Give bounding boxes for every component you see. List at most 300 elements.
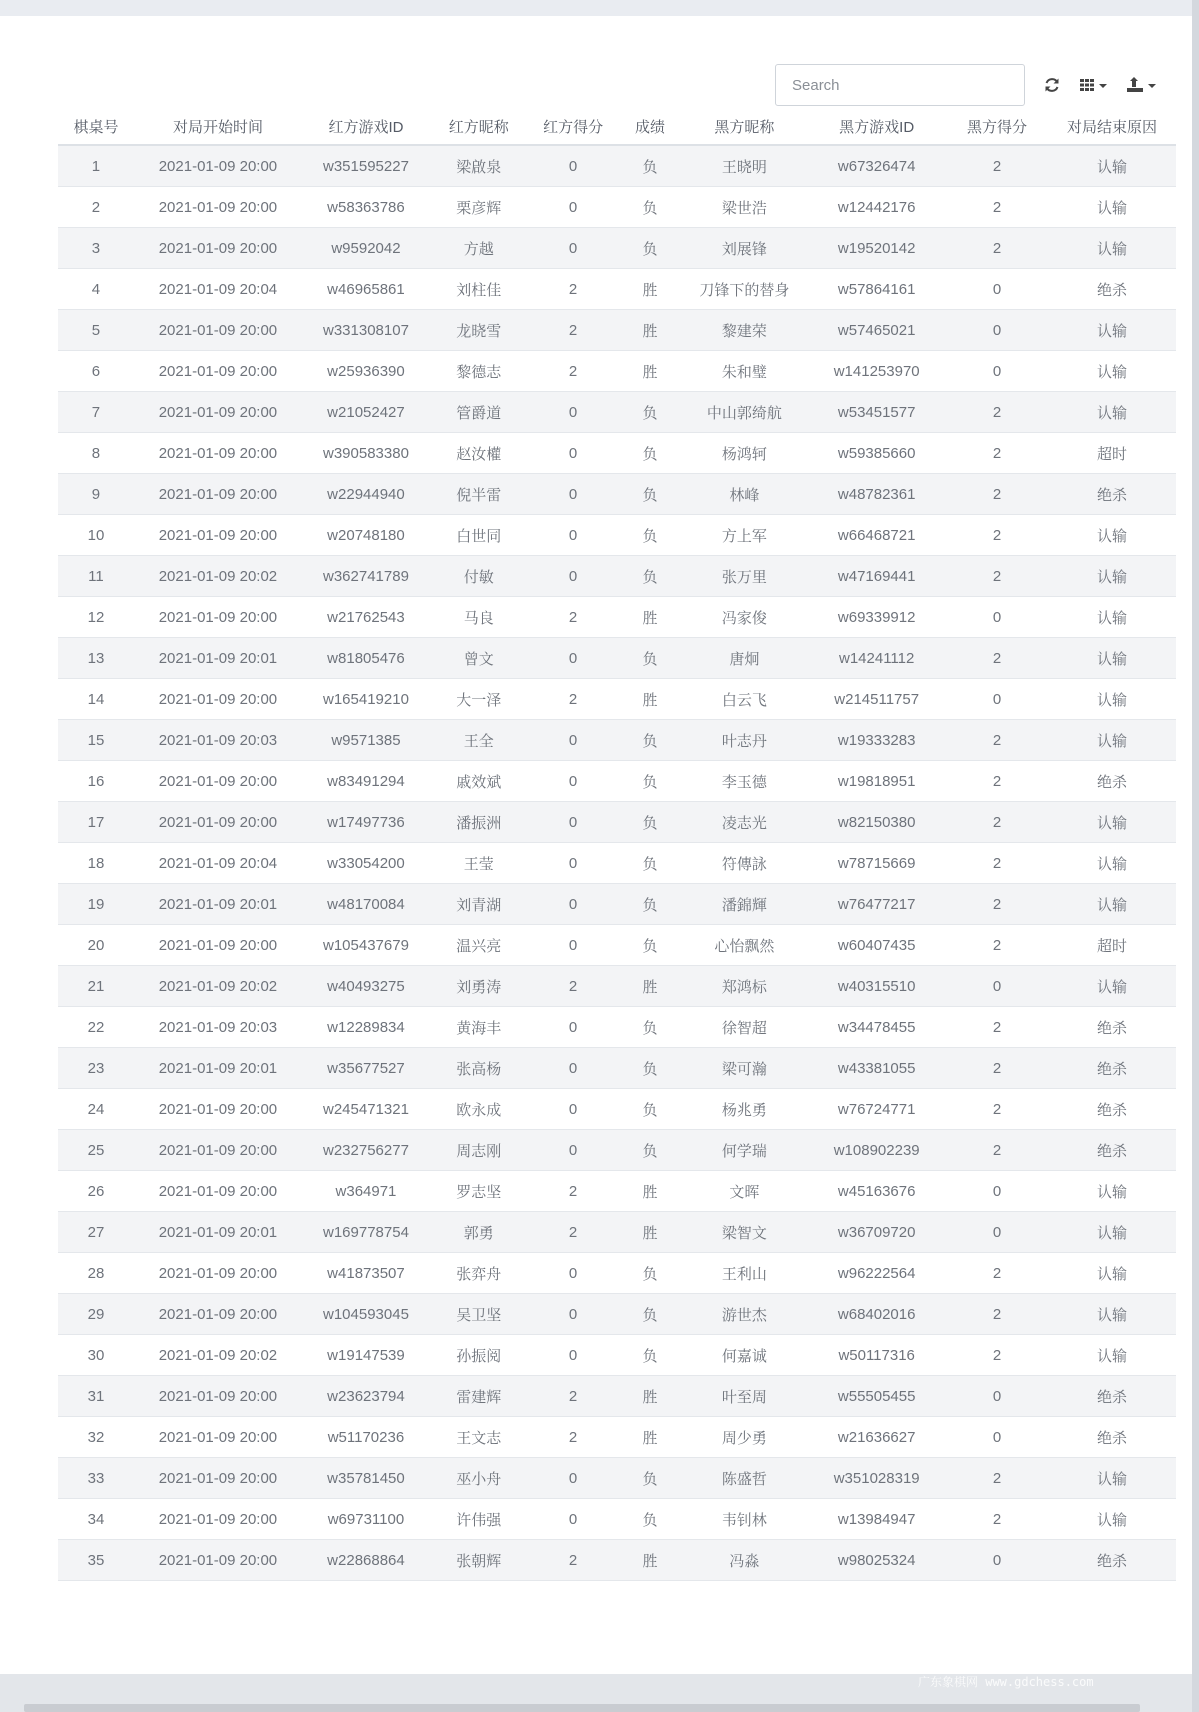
table-row[interactable] <box>58 1130 1176 1171</box>
cell-start-time: 2021-01-09 20:00 <box>134 679 302 720</box>
horizontal-scrollbar[interactable] <box>24 1704 1140 1712</box>
cell-red-nickname: 倪半雷 <box>430 474 528 515</box>
cell-red-score: 2 <box>528 966 619 1007</box>
cell-table-id: 34 <box>58 1499 134 1540</box>
cell-red-game-id: w9571385 <box>302 720 430 761</box>
cell-red-nickname: 张朝辉 <box>430 1540 528 1581</box>
table-row[interactable] <box>58 1417 1176 1458</box>
column-header-start-time[interactable]: 对局开始时间 <box>134 108 302 145</box>
columns-icon <box>1079 77 1095 93</box>
table-row[interactable] <box>58 1294 1176 1335</box>
cell-black-nickname: 郑鸿标 <box>682 966 808 1007</box>
cell-end-reason: 认输 <box>1048 310 1176 351</box>
caret-down-icon <box>1147 77 1157 93</box>
cell-black-nickname: 文晖 <box>682 1171 808 1212</box>
cell-black-game-id: w19520142 <box>807 228 946 269</box>
cell-red-nickname: 周志刚 <box>430 1130 528 1171</box>
cell-black-score: 2 <box>946 1499 1048 1540</box>
cell-start-time: 2021-01-09 20:04 <box>134 843 302 884</box>
cell-red-nickname: 方越 <box>430 228 528 269</box>
cell-result: 负 <box>619 515 682 556</box>
column-header-red-game-id[interactable]: 红方游戏ID <box>302 108 430 145</box>
cell-red-nickname: 戚效斌 <box>430 761 528 802</box>
table-row[interactable] <box>58 1048 1176 1089</box>
cell-black-game-id: w67326474 <box>807 145 946 187</box>
table-row[interactable] <box>58 1335 1176 1376</box>
table-row[interactable] <box>58 638 1176 679</box>
cell-red-game-id: w165419210 <box>302 679 430 720</box>
table-row[interactable] <box>58 925 1176 966</box>
table-row[interactable] <box>58 187 1176 228</box>
cell-red-score: 2 <box>528 597 619 638</box>
cell-black-score: 2 <box>946 1130 1048 1171</box>
cell-end-reason: 超时 <box>1048 925 1176 966</box>
cell-end-reason: 认输 <box>1048 392 1176 433</box>
cell-start-time: 2021-01-09 20:00 <box>134 1171 302 1212</box>
cell-black-score: 2 <box>946 474 1048 515</box>
cell-start-time: 2021-01-09 20:00 <box>134 1540 302 1581</box>
cell-black-score: 2 <box>946 843 1048 884</box>
cell-black-game-id: w50117316 <box>807 1335 946 1376</box>
cell-black-game-id: w14241112 <box>807 638 946 679</box>
cell-black-game-id: w34478455 <box>807 1007 946 1048</box>
column-header-end-reason[interactable]: 对局结束原因 <box>1048 108 1176 145</box>
table-row[interactable] <box>58 269 1176 310</box>
cell-table-id: 8 <box>58 433 134 474</box>
cell-end-reason: 认输 <box>1048 843 1176 884</box>
table-body <box>58 145 1176 1581</box>
cell-black-nickname: 何学瑞 <box>682 1130 808 1171</box>
cell-start-time: 2021-01-09 20:01 <box>134 1048 302 1089</box>
cell-start-time: 2021-01-09 20:02 <box>134 556 302 597</box>
cell-result: 胜 <box>619 679 682 720</box>
cell-result: 负 <box>619 1294 682 1335</box>
cell-start-time: 2021-01-09 20:00 <box>134 433 302 474</box>
cell-red-game-id: w69731100 <box>302 1499 430 1540</box>
table-row[interactable] <box>58 1253 1176 1294</box>
cell-black-nickname: 方上军 <box>682 515 808 556</box>
cell-red-game-id: w35781450 <box>302 1458 430 1499</box>
cell-table-id: 26 <box>58 1171 134 1212</box>
cell-black-game-id: w57864161 <box>807 269 946 310</box>
table-row[interactable] <box>58 1458 1176 1499</box>
cell-black-nickname: 梁可瀚 <box>682 1048 808 1089</box>
table-row[interactable] <box>58 597 1176 638</box>
cell-start-time: 2021-01-09 20:00 <box>134 1130 302 1171</box>
cell-table-id: 10 <box>58 515 134 556</box>
cell-red-score: 2 <box>528 1171 619 1212</box>
cell-red-nickname: 巫小舟 <box>430 1458 528 1499</box>
cell-red-nickname: 白世同 <box>430 515 528 556</box>
cell-result: 胜 <box>619 1417 682 1458</box>
table-row[interactable] <box>58 966 1176 1007</box>
cell-end-reason: 认输 <box>1048 884 1176 925</box>
cell-start-time: 2021-01-09 20:00 <box>134 392 302 433</box>
cell-red-nickname: 付敏 <box>430 556 528 597</box>
cell-red-game-id: w331308107 <box>302 310 430 351</box>
cell-red-score: 0 <box>528 1458 619 1499</box>
cell-result: 胜 <box>619 269 682 310</box>
cell-black-nickname: 凌志光 <box>682 802 808 843</box>
cell-black-game-id: w76724771 <box>807 1089 946 1130</box>
cell-red-nickname: 吴卫坚 <box>430 1294 528 1335</box>
cell-red-nickname: 欧永成 <box>430 1089 528 1130</box>
cell-result: 负 <box>619 843 682 884</box>
cell-table-id: 4 <box>58 269 134 310</box>
cell-black-game-id: w108902239 <box>807 1130 946 1171</box>
cell-black-nickname: 王利山 <box>682 1253 808 1294</box>
cell-table-id: 28 <box>58 1253 134 1294</box>
cell-black-game-id: w214511757 <box>807 679 946 720</box>
cell-end-reason: 认输 <box>1048 556 1176 597</box>
cell-red-nickname: 雷建辉 <box>430 1376 528 1417</box>
cell-result: 负 <box>619 145 682 187</box>
cell-red-nickname: 罗志坚 <box>430 1171 528 1212</box>
cell-black-score: 2 <box>946 1253 1048 1294</box>
cell-start-time: 2021-01-09 20:00 <box>134 145 302 187</box>
table-row[interactable] <box>58 392 1176 433</box>
cell-result: 负 <box>619 720 682 761</box>
table-row[interactable] <box>58 1499 1176 1540</box>
cell-black-nickname: 张万里 <box>682 556 808 597</box>
cell-red-game-id: w46965861 <box>302 269 430 310</box>
cell-red-game-id: w364971 <box>302 1171 430 1212</box>
table-row[interactable] <box>58 761 1176 802</box>
cell-end-reason: 认输 <box>1048 966 1176 1007</box>
cell-end-reason: 认输 <box>1048 597 1176 638</box>
cell-table-id: 12 <box>58 597 134 638</box>
table-row[interactable] <box>58 228 1176 269</box>
cell-black-nickname: 白云飞 <box>682 679 808 720</box>
cell-black-nickname: 周少勇 <box>682 1417 808 1458</box>
cell-black-game-id: w76477217 <box>807 884 946 925</box>
cell-black-game-id: w36709720 <box>807 1212 946 1253</box>
cell-red-score: 0 <box>528 556 619 597</box>
cell-table-id: 1 <box>58 145 134 187</box>
cell-black-game-id: w45163676 <box>807 1171 946 1212</box>
table-row[interactable] <box>58 310 1176 351</box>
cell-table-id: 29 <box>58 1294 134 1335</box>
cell-result: 负 <box>619 556 682 597</box>
cell-black-nickname: 徐智超 <box>682 1007 808 1048</box>
cell-black-game-id: w59385660 <box>807 433 946 474</box>
cell-black-nickname: 杨鸿轲 <box>682 433 808 474</box>
cell-black-nickname: 王晓明 <box>682 145 808 187</box>
cell-black-score: 0 <box>946 269 1048 310</box>
cell-result: 负 <box>619 761 682 802</box>
cell-start-time: 2021-01-09 20:03 <box>134 720 302 761</box>
cell-black-score: 2 <box>946 145 1048 187</box>
cell-end-reason: 认输 <box>1048 1212 1176 1253</box>
table-row[interactable] <box>58 1171 1176 1212</box>
table-row[interactable] <box>58 433 1176 474</box>
cell-result: 负 <box>619 1089 682 1130</box>
cell-black-game-id: w47169441 <box>807 556 946 597</box>
column-header-red-nickname[interactable]: 红方昵称 <box>430 108 528 145</box>
watermark-text: 广东象棋网 www.gdchess.com <box>918 1675 1094 1689</box>
table-row[interactable] <box>58 1007 1176 1048</box>
cell-end-reason: 绝杀 <box>1048 269 1176 310</box>
cell-start-time: 2021-01-09 20:00 <box>134 597 302 638</box>
cell-end-reason: 认输 <box>1048 1335 1176 1376</box>
cell-red-game-id: w390583380 <box>302 433 430 474</box>
cell-black-score: 0 <box>946 1417 1048 1458</box>
cell-black-nickname: 韦钊林 <box>682 1499 808 1540</box>
cell-black-score: 0 <box>946 310 1048 351</box>
cell-black-game-id: w21636627 <box>807 1417 946 1458</box>
cell-black-nickname: 陈盛哲 <box>682 1458 808 1499</box>
cell-start-time: 2021-01-09 20:02 <box>134 1335 302 1376</box>
cell-red-nickname: 潘振洲 <box>430 802 528 843</box>
cell-black-score: 2 <box>946 1007 1048 1048</box>
cell-black-score: 0 <box>946 1376 1048 1417</box>
cell-red-score: 0 <box>528 474 619 515</box>
cell-black-score: 2 <box>946 638 1048 679</box>
column-header-black-game-id[interactable]: 黑方游戏ID <box>807 108 946 145</box>
table-row[interactable] <box>58 1540 1176 1581</box>
cell-black-game-id: w19333283 <box>807 720 946 761</box>
table-row[interactable] <box>58 1376 1176 1417</box>
cell-red-game-id: w25936390 <box>302 351 430 392</box>
column-header-red-score[interactable]: 红方得分 <box>528 108 619 145</box>
cell-result: 胜 <box>619 1171 682 1212</box>
cell-red-nickname: 栗彦辉 <box>430 187 528 228</box>
cell-black-game-id: w48782361 <box>807 474 946 515</box>
cell-red-score: 0 <box>528 802 619 843</box>
cell-black-game-id: w53451577 <box>807 392 946 433</box>
table-row[interactable] <box>58 556 1176 597</box>
cell-black-game-id: w351028319 <box>807 1458 946 1499</box>
cell-result: 负 <box>619 474 682 515</box>
table-row[interactable] <box>58 679 1176 720</box>
cell-black-nickname: 叶志丹 <box>682 720 808 761</box>
cell-result: 负 <box>619 1499 682 1540</box>
cell-black-nickname: 冯家俊 <box>682 597 808 638</box>
cell-end-reason: 绝杀 <box>1048 761 1176 802</box>
table-row[interactable] <box>58 1089 1176 1130</box>
cell-black-score: 0 <box>946 597 1048 638</box>
cell-black-score: 2 <box>946 720 1048 761</box>
table-row[interactable] <box>58 884 1176 925</box>
cell-end-reason: 认输 <box>1048 638 1176 679</box>
cell-table-id: 30 <box>58 1335 134 1376</box>
cell-black-score: 2 <box>946 187 1048 228</box>
cell-end-reason: 认输 <box>1048 351 1176 392</box>
cell-start-time: 2021-01-09 20:01 <box>134 1212 302 1253</box>
cell-red-game-id: w81805476 <box>302 638 430 679</box>
column-header-black-nickname[interactable]: 黑方昵称 <box>682 108 808 145</box>
table-row[interactable] <box>58 145 1176 187</box>
cell-black-score: 0 <box>946 351 1048 392</box>
cell-start-time: 2021-01-09 20:00 <box>134 925 302 966</box>
cell-black-game-id: w40315510 <box>807 966 946 1007</box>
cell-black-nickname: 刘展锋 <box>682 228 808 269</box>
cell-end-reason: 绝杀 <box>1048 474 1176 515</box>
cell-red-game-id: w232756277 <box>302 1130 430 1171</box>
cell-black-score: 2 <box>946 925 1048 966</box>
table-row[interactable] <box>58 843 1176 884</box>
cell-table-id: 23 <box>58 1048 134 1089</box>
refresh-button[interactable] <box>1043 76 1061 94</box>
cell-red-score: 0 <box>528 638 619 679</box>
cell-black-game-id: w78715669 <box>807 843 946 884</box>
cell-end-reason: 认输 <box>1048 1499 1176 1540</box>
cell-red-nickname: 张弈舟 <box>430 1253 528 1294</box>
caret-down-icon <box>1098 77 1108 93</box>
cell-red-game-id: w22944940 <box>302 474 430 515</box>
cell-result: 负 <box>619 884 682 925</box>
cell-result: 负 <box>619 1253 682 1294</box>
cell-end-reason: 认输 <box>1048 145 1176 187</box>
cell-end-reason: 认输 <box>1048 1253 1176 1294</box>
cell-red-nickname: 赵汝權 <box>430 433 528 474</box>
cell-result: 负 <box>619 392 682 433</box>
cell-red-score: 0 <box>528 1007 619 1048</box>
cell-red-nickname: 王莹 <box>430 843 528 884</box>
cell-red-score: 0 <box>528 187 619 228</box>
cell-red-nickname: 刘青湖 <box>430 884 528 925</box>
export-icon <box>1126 77 1144 93</box>
cell-table-id: 22 <box>58 1007 134 1048</box>
cell-black-game-id: w82150380 <box>807 802 946 843</box>
cell-end-reason: 认输 <box>1048 802 1176 843</box>
cell-red-score: 0 <box>528 720 619 761</box>
cell-black-score: 2 <box>946 1335 1048 1376</box>
cell-start-time: 2021-01-09 20:00 <box>134 187 302 228</box>
cell-red-game-id: w48170084 <box>302 884 430 925</box>
cell-red-nickname: 王文志 <box>430 1417 528 1458</box>
cell-table-id: 3 <box>58 228 134 269</box>
cell-black-nickname: 潘錦輝 <box>682 884 808 925</box>
table-row[interactable] <box>58 351 1176 392</box>
cell-end-reason: 认输 <box>1048 1294 1176 1335</box>
cell-black-nickname: 梁智文 <box>682 1212 808 1253</box>
table-toolbar <box>775 63 1157 107</box>
cell-red-score: 0 <box>528 925 619 966</box>
cell-start-time: 2021-01-09 20:01 <box>134 638 302 679</box>
cell-red-score: 0 <box>528 1294 619 1335</box>
cell-red-score: 2 <box>528 1417 619 1458</box>
table-row[interactable] <box>58 515 1176 556</box>
cell-red-nickname: 孙振阅 <box>430 1335 528 1376</box>
table-row[interactable] <box>58 802 1176 843</box>
cell-start-time: 2021-01-09 20:00 <box>134 1253 302 1294</box>
cell-table-id: 2 <box>58 187 134 228</box>
column-header-table-id[interactable]: 棋桌号 <box>58 108 134 145</box>
cell-end-reason: 认输 <box>1048 679 1176 720</box>
cell-result: 胜 <box>619 1376 682 1417</box>
search-input[interactable] <box>775 64 1025 106</box>
cell-black-score: 2 <box>946 802 1048 843</box>
cell-table-id: 15 <box>58 720 134 761</box>
cell-black-game-id: w66468721 <box>807 515 946 556</box>
cell-start-time: 2021-01-09 20:00 <box>134 1417 302 1458</box>
cell-red-nickname: 温兴亮 <box>430 925 528 966</box>
cell-black-score: 0 <box>946 679 1048 720</box>
cell-start-time: 2021-01-09 20:00 <box>134 761 302 802</box>
column-header-result[interactable]: 成绩 <box>619 108 682 145</box>
cell-red-game-id: w19147539 <box>302 1335 430 1376</box>
cell-black-nickname: 何嘉诚 <box>682 1335 808 1376</box>
columns-toggle-button[interactable] <box>1079 77 1108 93</box>
cell-red-score: 0 <box>528 1130 619 1171</box>
cell-end-reason: 认输 <box>1048 228 1176 269</box>
cell-start-time: 2021-01-09 20:00 <box>134 1294 302 1335</box>
export-button[interactable] <box>1126 77 1157 93</box>
cell-red-score: 2 <box>528 1212 619 1253</box>
cell-start-time: 2021-01-09 20:01 <box>134 884 302 925</box>
cell-start-time: 2021-01-09 20:00 <box>134 228 302 269</box>
cell-black-score: 2 <box>946 884 1048 925</box>
cell-red-nickname: 马良 <box>430 597 528 638</box>
cell-black-score: 2 <box>946 1089 1048 1130</box>
cell-black-nickname: 朱和璧 <box>682 351 808 392</box>
cell-black-score: 0 <box>946 1540 1048 1581</box>
cell-table-id: 11 <box>58 556 134 597</box>
cell-result: 负 <box>619 1335 682 1376</box>
cell-red-score: 0 <box>528 884 619 925</box>
cell-black-nickname: 梁世浩 <box>682 187 808 228</box>
cell-start-time: 2021-01-09 20:00 <box>134 310 302 351</box>
cell-red-game-id: w169778754 <box>302 1212 430 1253</box>
cell-black-score: 0 <box>946 966 1048 1007</box>
cell-red-game-id: w23623794 <box>302 1376 430 1417</box>
cell-red-nickname: 刘勇涛 <box>430 966 528 1007</box>
cell-table-id: 19 <box>58 884 134 925</box>
cell-black-nickname: 符傳詠 <box>682 843 808 884</box>
cell-black-nickname: 中山郭绮航 <box>682 392 808 433</box>
cell-red-score: 0 <box>528 1335 619 1376</box>
column-header-black-score[interactable]: 黑方得分 <box>946 108 1048 145</box>
table-row[interactable] <box>58 474 1176 515</box>
cell-start-time: 2021-01-09 20:00 <box>134 802 302 843</box>
cell-result: 负 <box>619 1007 682 1048</box>
cell-end-reason: 绝杀 <box>1048 1048 1176 1089</box>
cell-black-game-id: w98025324 <box>807 1540 946 1581</box>
cell-start-time: 2021-01-09 20:00 <box>134 1499 302 1540</box>
cell-red-game-id: w362741789 <box>302 556 430 597</box>
cell-end-reason: 绝杀 <box>1048 1130 1176 1171</box>
cell-black-score: 2 <box>946 392 1048 433</box>
cell-red-nickname: 王全 <box>430 720 528 761</box>
cell-table-id: 24 <box>58 1089 134 1130</box>
cell-start-time: 2021-01-09 20:00 <box>134 1376 302 1417</box>
table-row[interactable] <box>58 1212 1176 1253</box>
cell-black-nickname: 刀锋下的替身 <box>682 269 808 310</box>
cell-black-score: 2 <box>946 228 1048 269</box>
cell-red-game-id: w22868864 <box>302 1540 430 1581</box>
cell-red-score: 0 <box>528 433 619 474</box>
cell-result: 负 <box>619 1458 682 1499</box>
cell-red-score: 2 <box>528 269 619 310</box>
cell-table-id: 14 <box>58 679 134 720</box>
cell-start-time: 2021-01-09 20:04 <box>134 269 302 310</box>
cell-start-time: 2021-01-09 20:00 <box>134 515 302 556</box>
cell-start-time: 2021-01-09 20:00 <box>134 1089 302 1130</box>
cell-end-reason: 绝杀 <box>1048 1089 1176 1130</box>
cell-table-id: 31 <box>58 1376 134 1417</box>
cell-table-id: 5 <box>58 310 134 351</box>
cell-table-id: 9 <box>58 474 134 515</box>
cell-red-game-id: w58363786 <box>302 187 430 228</box>
cell-table-id: 33 <box>58 1458 134 1499</box>
cell-black-nickname: 李玉德 <box>682 761 808 802</box>
cell-table-id: 13 <box>58 638 134 679</box>
cell-red-game-id: w33054200 <box>302 843 430 884</box>
table-row[interactable] <box>58 720 1176 761</box>
cell-red-game-id: w21762543 <box>302 597 430 638</box>
cell-end-reason: 认输 <box>1048 1458 1176 1499</box>
